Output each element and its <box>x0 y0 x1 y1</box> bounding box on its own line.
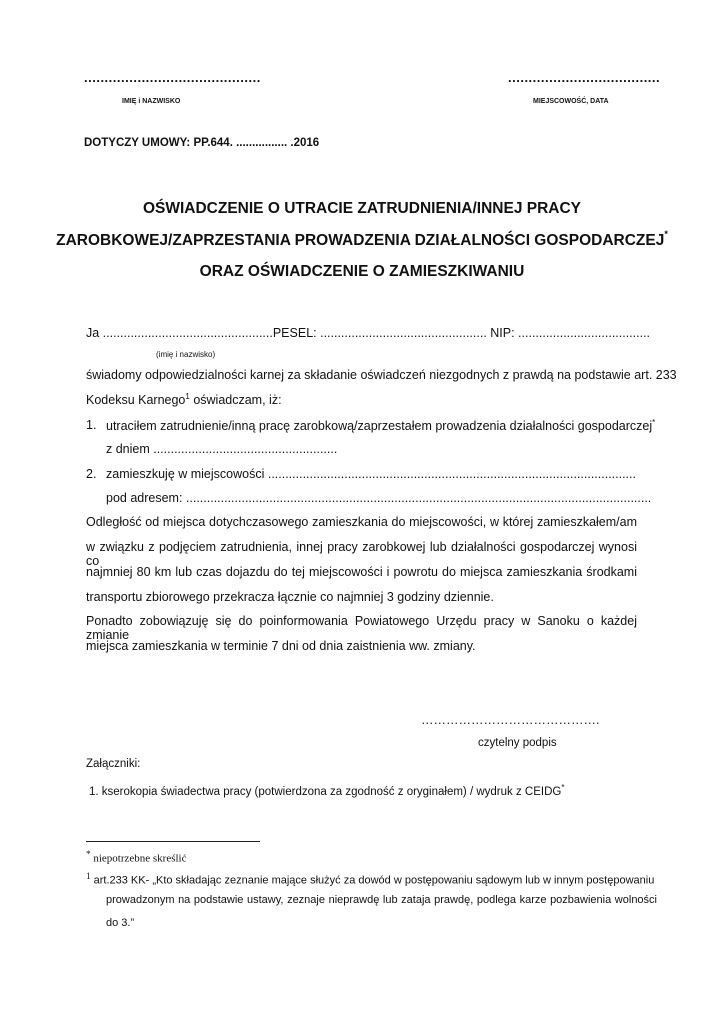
item-2-address: pod adresem: ...................................................................................................................................... <box>106 491 652 505</box>
place-date-label: MIEJSCOWOŚĆ, DATA <box>533 98 609 105</box>
footnote-marker: * <box>86 849 91 859</box>
paragraph-1-line-2: w związku z podjęciem zatrudnienia, innej pracy zarobkowej lub działalności gospodarczej wynosi co <box>86 540 637 568</box>
title-line-3: ORAZ OŚWIADCZENIE O ZAMIESZKIWANIU <box>199 263 525 280</box>
item-2-number: 2. <box>86 467 97 481</box>
contract-reference: DOTYCZY UMOWY: PP.644. ................ .2016 <box>84 137 320 149</box>
title-line-2-text: ZAROBKOWEJ/ZAPRZESTANIA PROWADZENIA DZIAŁALNOŚCI GOSPODARCZEJ <box>56 232 665 250</box>
footnote-marker: 1 <box>86 871 91 881</box>
footnote-star <box>86 849 186 865</box>
footnote-1-line-1 <box>86 871 654 887</box>
intro-line-2 <box>86 392 282 407</box>
name-hint: (imię i nazwisko) <box>156 350 216 359</box>
paragraph-1-line-1: Odległość od miejsca dotychczasowego zamieszkania do miejscowości, w której zamieszkałem/am <box>86 515 637 529</box>
item-1-text-body: utraciłem zatrudnienie/inną pracę zarobkową/zaprzestałem prowadzenia działalności gospodarczej <box>106 419 653 434</box>
attachment-item-1 <box>89 783 564 798</box>
title-line-2 <box>0 231 724 250</box>
signature-dots: ……………………………………. <box>421 713 600 727</box>
intro-line-2-end: oświadczam, iż: <box>189 393 282 408</box>
paragraph-2-line-1: Ponadto zobowiązuję się do poinformowania Powiatowego Urzędu pracy w Sanoku o każdej zmianie <box>86 614 637 642</box>
attachment-item-1-text: 1. kserokopia świadectwa pracy (potwierdzona za zgodność z oryginałem) / wydruk z CEIDG <box>89 785 562 798</box>
intro-line-2-text: Kodeksu Karnego <box>86 393 186 408</box>
item-2-text: zamieszkuję w miejscowości .......................................................................................................... <box>106 467 636 481</box>
footnote-marker: * <box>561 783 565 792</box>
footnote-1-line-2: prowadzonym na podstawie ustawy, zeznaje nieprawdę lub zataja prawdę, podlega karze pozbawienia wolności <box>106 894 657 906</box>
footnote-1-text: art.233 KK- „Kto składając zeznanie mające służyć za dowód w postępowaniu sądowym lub w innym postępowaniu <box>90 874 655 887</box>
name-dots: ........................................... <box>84 70 261 85</box>
signature-label: czytelny podpis <box>478 737 557 749</box>
intro-line-1: świadomy odpowiedzialności karnej za składanie oświadczeń niezgodnych z prawdą na podstawie art. 233 <box>86 368 677 382</box>
place-date-dots: ..................................... <box>508 70 661 85</box>
footnote-divider <box>86 841 260 842</box>
paragraph-2-line-2: miejsca zamieszkania w terminie 7 dni od dnia zaistnienia ww. zmiany. <box>86 639 476 653</box>
footnote-marker: * <box>664 229 668 239</box>
footnote-star-text: niepotrzebne skreślić <box>90 852 187 865</box>
paragraph-1-line-4: transportu zbiorowego przekracza łącznie co najmniej 3 godziny dziennie. <box>86 590 494 604</box>
footnote-marker: 1 <box>185 392 190 401</box>
paragraph-1-line-3: najmniej 80 km lub czas dojazdu do tej miejscowości i powrotu do miejsca zamieszkania środkami <box>86 565 637 579</box>
item-1-date: z dniem ..................................................... <box>106 442 338 456</box>
attachments-heading: Załączniki: <box>86 758 141 770</box>
declarant-line: Ja .................................................PESEL: ................................................ NIP: ...................................... <box>86 326 651 340</box>
name-label: IMIĘ i NAZWISKO <box>122 98 181 105</box>
footnote-1-line-3: do 3.” <box>106 917 135 929</box>
item-1-number: 1. <box>86 418 97 432</box>
title-line-1: OŚWIADCZENIE O UTRACIE ZATRUDNIENIA/INNEJ PRACY <box>142 200 582 217</box>
footnote-marker: * <box>652 418 656 427</box>
item-1-text <box>106 418 655 433</box>
